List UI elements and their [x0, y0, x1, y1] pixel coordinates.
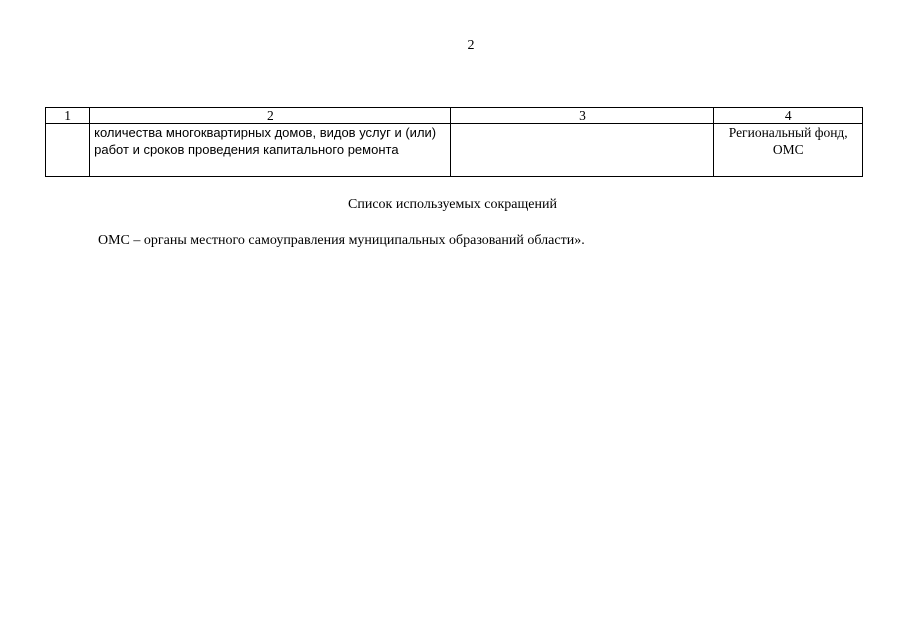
header-cell-1: 1	[46, 108, 90, 124]
header-cell-4: 4	[714, 108, 863, 124]
table-row	[46, 124, 863, 177]
table-header-row	[46, 108, 863, 124]
row-cell-3	[451, 124, 714, 177]
row-cell-4: Региональный фонд, ОМС	[714, 124, 863, 177]
row-cell-1	[46, 124, 90, 177]
header-cell-3: 3	[451, 108, 714, 124]
abbreviations-title: Список используемых сокращений	[348, 197, 557, 212]
abbreviation-item: ОМС – органы местного самоуправления муниципальных образований области».	[98, 233, 585, 248]
page-number: 2	[467, 38, 475, 53]
document-table	[45, 107, 863, 177]
header-cell-2: 2	[90, 108, 451, 124]
row-cell-2: количества многоквартирных домов, видов услуг и (или) работ и сроков проведения капитального ремонта	[90, 124, 451, 177]
